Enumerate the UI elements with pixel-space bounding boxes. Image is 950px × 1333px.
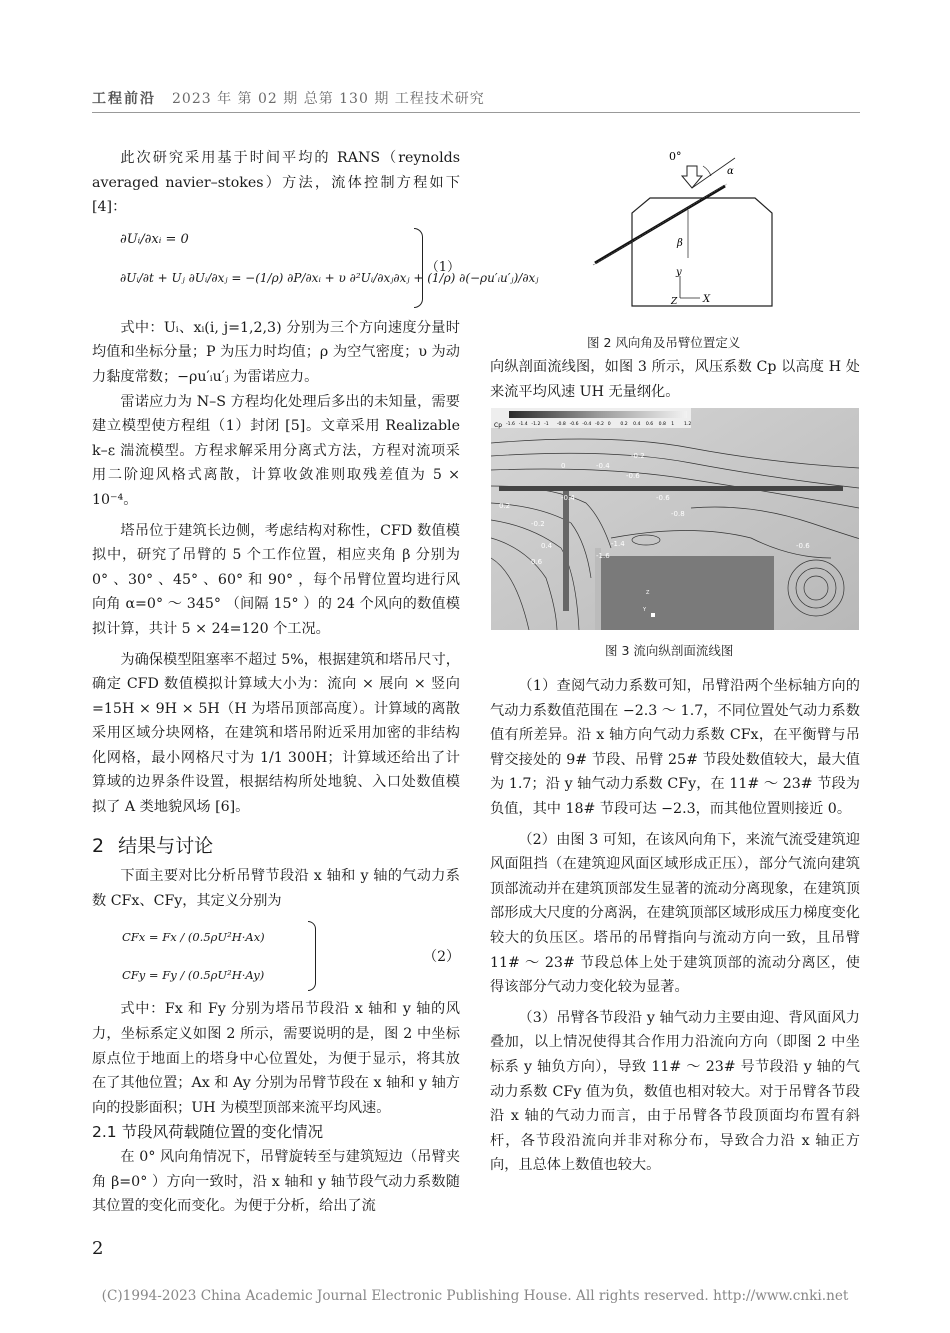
- figure-2-caption: 图 2 风向角及吊臂位置定义: [587, 335, 741, 350]
- axis-origin-marker: [651, 613, 655, 617]
- fig2-label-alpha: α: [727, 166, 734, 177]
- paragraph: 向纵剖面流线图，如图 3 所示，风压系数 Cp 以高度 H 处来流平均风速 UH 无量纲化。: [490, 359, 860, 400]
- building-outline: [632, 198, 772, 306]
- legend-tick-label: 0: [607, 422, 611, 427]
- legend-tick-label: 0.6: [645, 422, 654, 427]
- contour-label: -0.2: [631, 452, 645, 460]
- paragraph: （3）吊臂各节段沿 y 轴气动力主要由迎、背风面风力叠加，以上情况使得其合作用力沿流向方向（即图 2 中坐标系 y 轴负方向），导致 11# ～ 23# 号节段沿 y 轴的气动力系数 CFy 值为负，数值也相对较大。对于吊臂各节段沿 x 轴的气动力而言，由于吊臂各节段顶面均布置有斜杆，各节段沿流向并非对称分布，导致合力沿 x 轴正方向，且总体上数值也较大。: [490, 1009, 860, 1174]
- section-heading: [92, 834, 460, 859]
- page-number: 2: [92, 1238, 104, 1259]
- journal-name: 工程前沿: [92, 91, 156, 107]
- legend-label: Cp: [494, 422, 502, 429]
- contour-label: -0.4: [596, 462, 610, 470]
- equation-line: ∂Uᵢ/∂xᵢ = 0: [120, 231, 189, 247]
- right-column-top: [490, 355, 860, 404]
- contour-label: -0.6: [626, 472, 640, 480]
- equation-line: ∂Uᵢ/∂t + Uⱼ ∂Uᵢ/∂xⱼ = −(1/ρ) ∂P/∂xᵢ + υ ∂²Uᵢ/∂xⱼ∂xⱼ + (1/ρ) ∂(−ρu′ᵢu′ⱼ)/∂xⱼ: [120, 270, 539, 285]
- legend-tick-label: -1.6: [506, 422, 515, 427]
- equation-2: [92, 919, 460, 993]
- paragraph: （1）查阅气动力系数可知，吊臂沿两个坐标轴方向的气动力系数值范围在 −2.3 ～ 1.7，不同位置处气动力系数值有所差异。沿 x 轴方向气动力系数 CFx，在平衡臂与吊臂交接处的 9# 节段、吊臂 25# 节段处数值较大，最大值为 1.7；沿 y 轴气动力系数 CFy，在 11# ～ 23# 节段为负值，其中 18# 节段可达 −2.3，而其他位置则接近 0。: [490, 678, 860, 817]
- issue-info: 2023 年 第 02 期 总第 130 期 工程技术研究: [172, 91, 485, 107]
- legend-ticks: [506, 421, 691, 427]
- legend-tick-label: -0.8: [556, 422, 566, 427]
- crane-tower: [563, 491, 569, 611]
- legend-tick-label: -0.2: [595, 422, 604, 427]
- legend-tick-label: -0.4: [582, 422, 592, 427]
- legend-tick-label: -1.4: [518, 422, 528, 427]
- contour-label: -0.6: [796, 542, 810, 550]
- fig2-label-beta: β: [677, 238, 683, 249]
- paragraph: 式中：Uᵢ、xᵢ(i, j=1,2,3) 分别为三个方向速度分量时均值和坐标分量；P 为压力时均值；ρ 为空气密度；υ 为动力黏度常数；−ρu′ᵢu′ⱼ 为雷诺应力。: [92, 319, 460, 385]
- contour-label: 0.4: [541, 542, 553, 550]
- legend-tick-label: -1: [544, 422, 549, 427]
- fig3-axis-z: Z: [646, 590, 650, 596]
- paragraph: 塔吊位于建筑长边侧，考虑结构对称性，CFD 数值模拟中，研究了吊臂的 5 个工作位置，相应夹角 β 分别为 0° 、30° 、45° 、60° 和 90° ，每个吊臂位置均进行风向角 α=0° ～ 345° （间隔 15° ）的 24 个风向的数值模拟计算，共计 5 × 24=120 个工况。: [92, 522, 460, 637]
- wind-arrow-icon: [682, 166, 702, 188]
- subsection-heading: 2.1 节段风荷载随位置的变化情况: [92, 1123, 324, 1142]
- paragraph: （2）由图 3 可知，在该风向角下，来流气流受建筑迎风面阻挡（在建筑迎风面区域形成正压），部分气流向建筑顶部流动并在建筑顶部发生显著的流动分离现象，在建筑顶部形成大尺度的分离涡，在建筑顶部区域形成压力梯度变化较大的负压区。塔吊的吊臂指向与流动方向一致，且吊臂 11# ～ 23# 节段总体上处于建筑顶部的流动分离区，使得该部分气动力变化较为显著。: [490, 831, 860, 996]
- figure-3-streamlines: [491, 408, 859, 630]
- fig2-label-0deg: 0°: [669, 150, 682, 163]
- crane-jib-section: [499, 486, 843, 491]
- running-header: [92, 88, 485, 108]
- contour-label: -0.6: [656, 494, 670, 502]
- equation-brace: [308, 921, 316, 991]
- contour-label: -0.2: [531, 520, 545, 528]
- paragraph: 式中：Fx 和 Fy 分别为塔吊节段沿 x 轴和 y 轴的风力，坐标系定义如图 2 所示，需要说明的是，图 2 中坐标原点位于地面上的塔身中心位置处，为便于显示，将其放在了其他位置；Ax 和 Ay 分别为吊臂节段在 x 轴和 y 轴方向的投影面积；UH 为模型顶部来流平均风速。: [92, 1001, 460, 1116]
- contour-label: -1.4: [611, 540, 625, 548]
- fig2-label-y: y: [676, 267, 682, 278]
- paragraph: 下面主要对比分析吊臂节段沿 x 轴和 y 轴的气动力系数 CFx、CFy，其定义分别为: [92, 868, 460, 909]
- legend-colorbar: [509, 411, 687, 418]
- legend-tick-label: 0.4: [633, 422, 641, 427]
- contour-label: -0.4: [561, 494, 575, 502]
- equation-line: CFx = Fx / (0.5ρU²H·Ax): [122, 930, 265, 945]
- contour-label: -0.8: [671, 510, 685, 518]
- legend-tick-label: 0.8: [658, 422, 666, 427]
- equation-1: [92, 226, 539, 312]
- legend-tick-label: 1.2: [684, 422, 692, 427]
- paragraph: 雷诺应力为 N–S 方程均化处理后多出的未知量，需要建立模型使方程组（1）封闭 [5]。文章采用 Realizable k–ε 湍流模型。方程求解采用分离式方法，方程对流项采用二阶迎风格式离散，计算收敛准则取残差值为 5 × 10⁻⁴。: [92, 393, 460, 508]
- equation-number: （1）: [425, 259, 460, 275]
- header-rule: [92, 112, 860, 113]
- fig3-axis-y: Y: [643, 607, 647, 613]
- figure-3-caption: 图 3 流向纵剖面流线图: [605, 643, 734, 658]
- figure-2-diagram: [575, 148, 785, 323]
- section-number: 2: [92, 834, 105, 857]
- section-title: 结果与讨论: [118, 834, 214, 857]
- legend-tick-label: 1: [671, 422, 675, 427]
- contour-label: 0: [561, 462, 566, 470]
- paragraph: 此次研究采用基于时间平均的 RANS（reynolds averaged navier–stokes）方法，流体控制方程如下 [4]：: [92, 150, 460, 216]
- legend-tick-label: 0.2: [620, 422, 628, 427]
- fig2-label-z: Z: [671, 297, 678, 307]
- equation-brace: [414, 228, 423, 308]
- paragraph: 在 0° 风向角情况下，吊臂旋转至与建筑短边（吊臂夹角 β=0° ）方向一致时，沿 x 轴和 y 轴节段气动力系数随其位置的变化而变化。为便于分析，给出了流: [92, 1149, 460, 1215]
- legend-tick-label: -1.2: [531, 422, 541, 427]
- fig2-label-x: X: [703, 294, 711, 305]
- alpha-arc: [703, 166, 711, 176]
- copyright-footer: (C)1994-2023 China Academic Journal Electronic Publishing House. All rights reserved. http://www.cnki.net: [101, 1288, 849, 1304]
- equation-line: CFy = Fy / (0.5ρU²H·Ay): [122, 968, 265, 983]
- contour-label: -1.6: [596, 552, 610, 560]
- building-facade: [595, 548, 601, 630]
- equation-number: （2）: [423, 949, 460, 966]
- building-section: [599, 556, 774, 630]
- contour-label: 0.2: [499, 502, 511, 510]
- right-column-bottom: [490, 674, 860, 1178]
- contour-label: 0.6: [531, 558, 543, 566]
- paragraph: 为确保模型阻塞率不超过 5%，根据建筑和塔吊尺寸，确定 CFD 数值模拟计算域大小为：流向 × 展向 × 竖向 =15H × 9H × 5H（H 为塔吊顶部高度）。计算域的离散采用区域分块网格，在建筑和塔吊附近采用加密的非结构化网格，最小网格尺寸为 1/1 300H；计算域还给出了计算域的边界条件设置，根据结构所处地貌、入口处数值模拟了 A 类地貌风场 [6]。: [92, 651, 460, 816]
- legend-tick-label: -0.6: [569, 422, 579, 427]
